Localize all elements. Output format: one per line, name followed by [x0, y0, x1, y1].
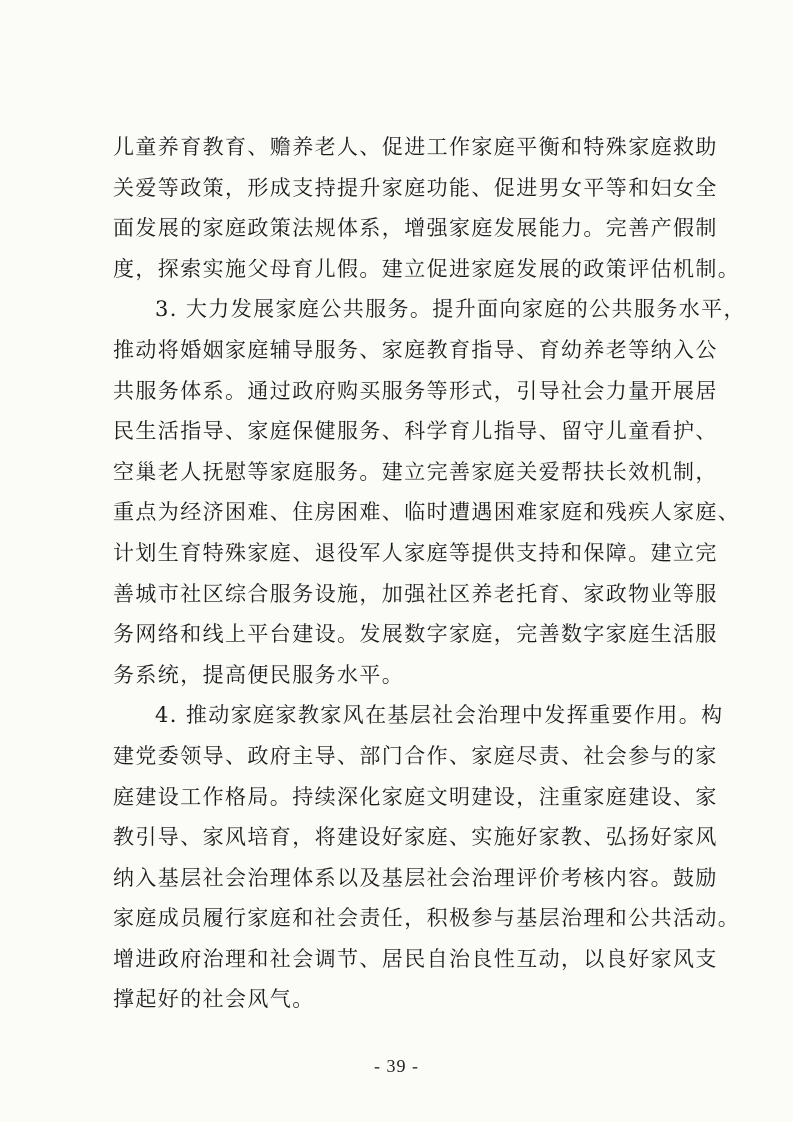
text-line: 重点为经济困难、住房困难、临时遭遇困难家庭和残疾人家庭、: [113, 500, 741, 525]
text-line: 建党委领导、政府主导、部门合作、家庭尽责、社会参与的家: [113, 743, 718, 768]
text-line: 撑起好的社会风气。: [113, 987, 315, 1012]
text-line: 纳入基层社会治理体系以及基层社会治理评价考核内容。鼓励: [113, 865, 718, 890]
text-line: 共服务体系。通过政府购买服务等形式，引导社会力量开展居: [113, 378, 718, 403]
text-line: 教引导、家风培育，将建设好家庭、实施好家教、弘扬好家风: [113, 825, 718, 850]
text-line: 增进政府治理和社会调节、居民自治良性互动，以良好家风支: [113, 946, 718, 971]
text-line: 民生活指导、家庭保健服务、科学育儿指导、留守儿童看护、: [113, 419, 718, 444]
text-line: 推动将婚姻家庭辅导服务、家庭教育指导、育幼养老等纳入公: [113, 337, 718, 362]
text-line: 家庭成员履行家庭和社会责任，积极参与基层治理和公共活动。: [113, 906, 741, 931]
text-line: 务系统，提高便民服务水平。: [113, 662, 405, 687]
text-line: 庭建设工作格局。持续深化家庭文明建设，注重家庭建设、家: [113, 784, 718, 809]
text-line: 面发展的家庭政策法规体系，增强家庭发展能力。完善产假制: [113, 216, 718, 241]
text-line: 务网络和线上平台建设。发展数字家庭，完善数字家庭生活服: [113, 622, 718, 647]
paragraph-4-first-line: 4. 推动家庭家教家风在基层社会治理中发挥重要作用。构: [155, 703, 724, 728]
text-line: 善城市社区综合服务设施，加强社区养老托育、家政物业等服: [113, 581, 718, 606]
page-number: - 39 -: [374, 1056, 419, 1076]
text-line: 关爱等政策，形成支持提升家庭功能、促进男女平等和妇女全: [113, 175, 718, 200]
text-line: 度，探索实施父母育儿假。建立促进家庭发展的政策评估机制。: [113, 256, 741, 281]
paragraph-3-first-line: 3. 大力发展家庭公共服务。提升面向家庭的公共服务水平，: [155, 297, 746, 322]
body-text: [113, 127, 746, 1020]
text-line: 儿童养育教育、赡养老人、促进工作家庭平衡和特殊家庭救助: [113, 135, 718, 159]
text-line: 空巢老人抚慰等家庭服务。建立完善家庭关爱帮扶长效机制，: [113, 459, 718, 484]
text-line: 计划生育特殊家庭、退役军人家庭等提供支持和保障。建立完: [113, 540, 718, 565]
